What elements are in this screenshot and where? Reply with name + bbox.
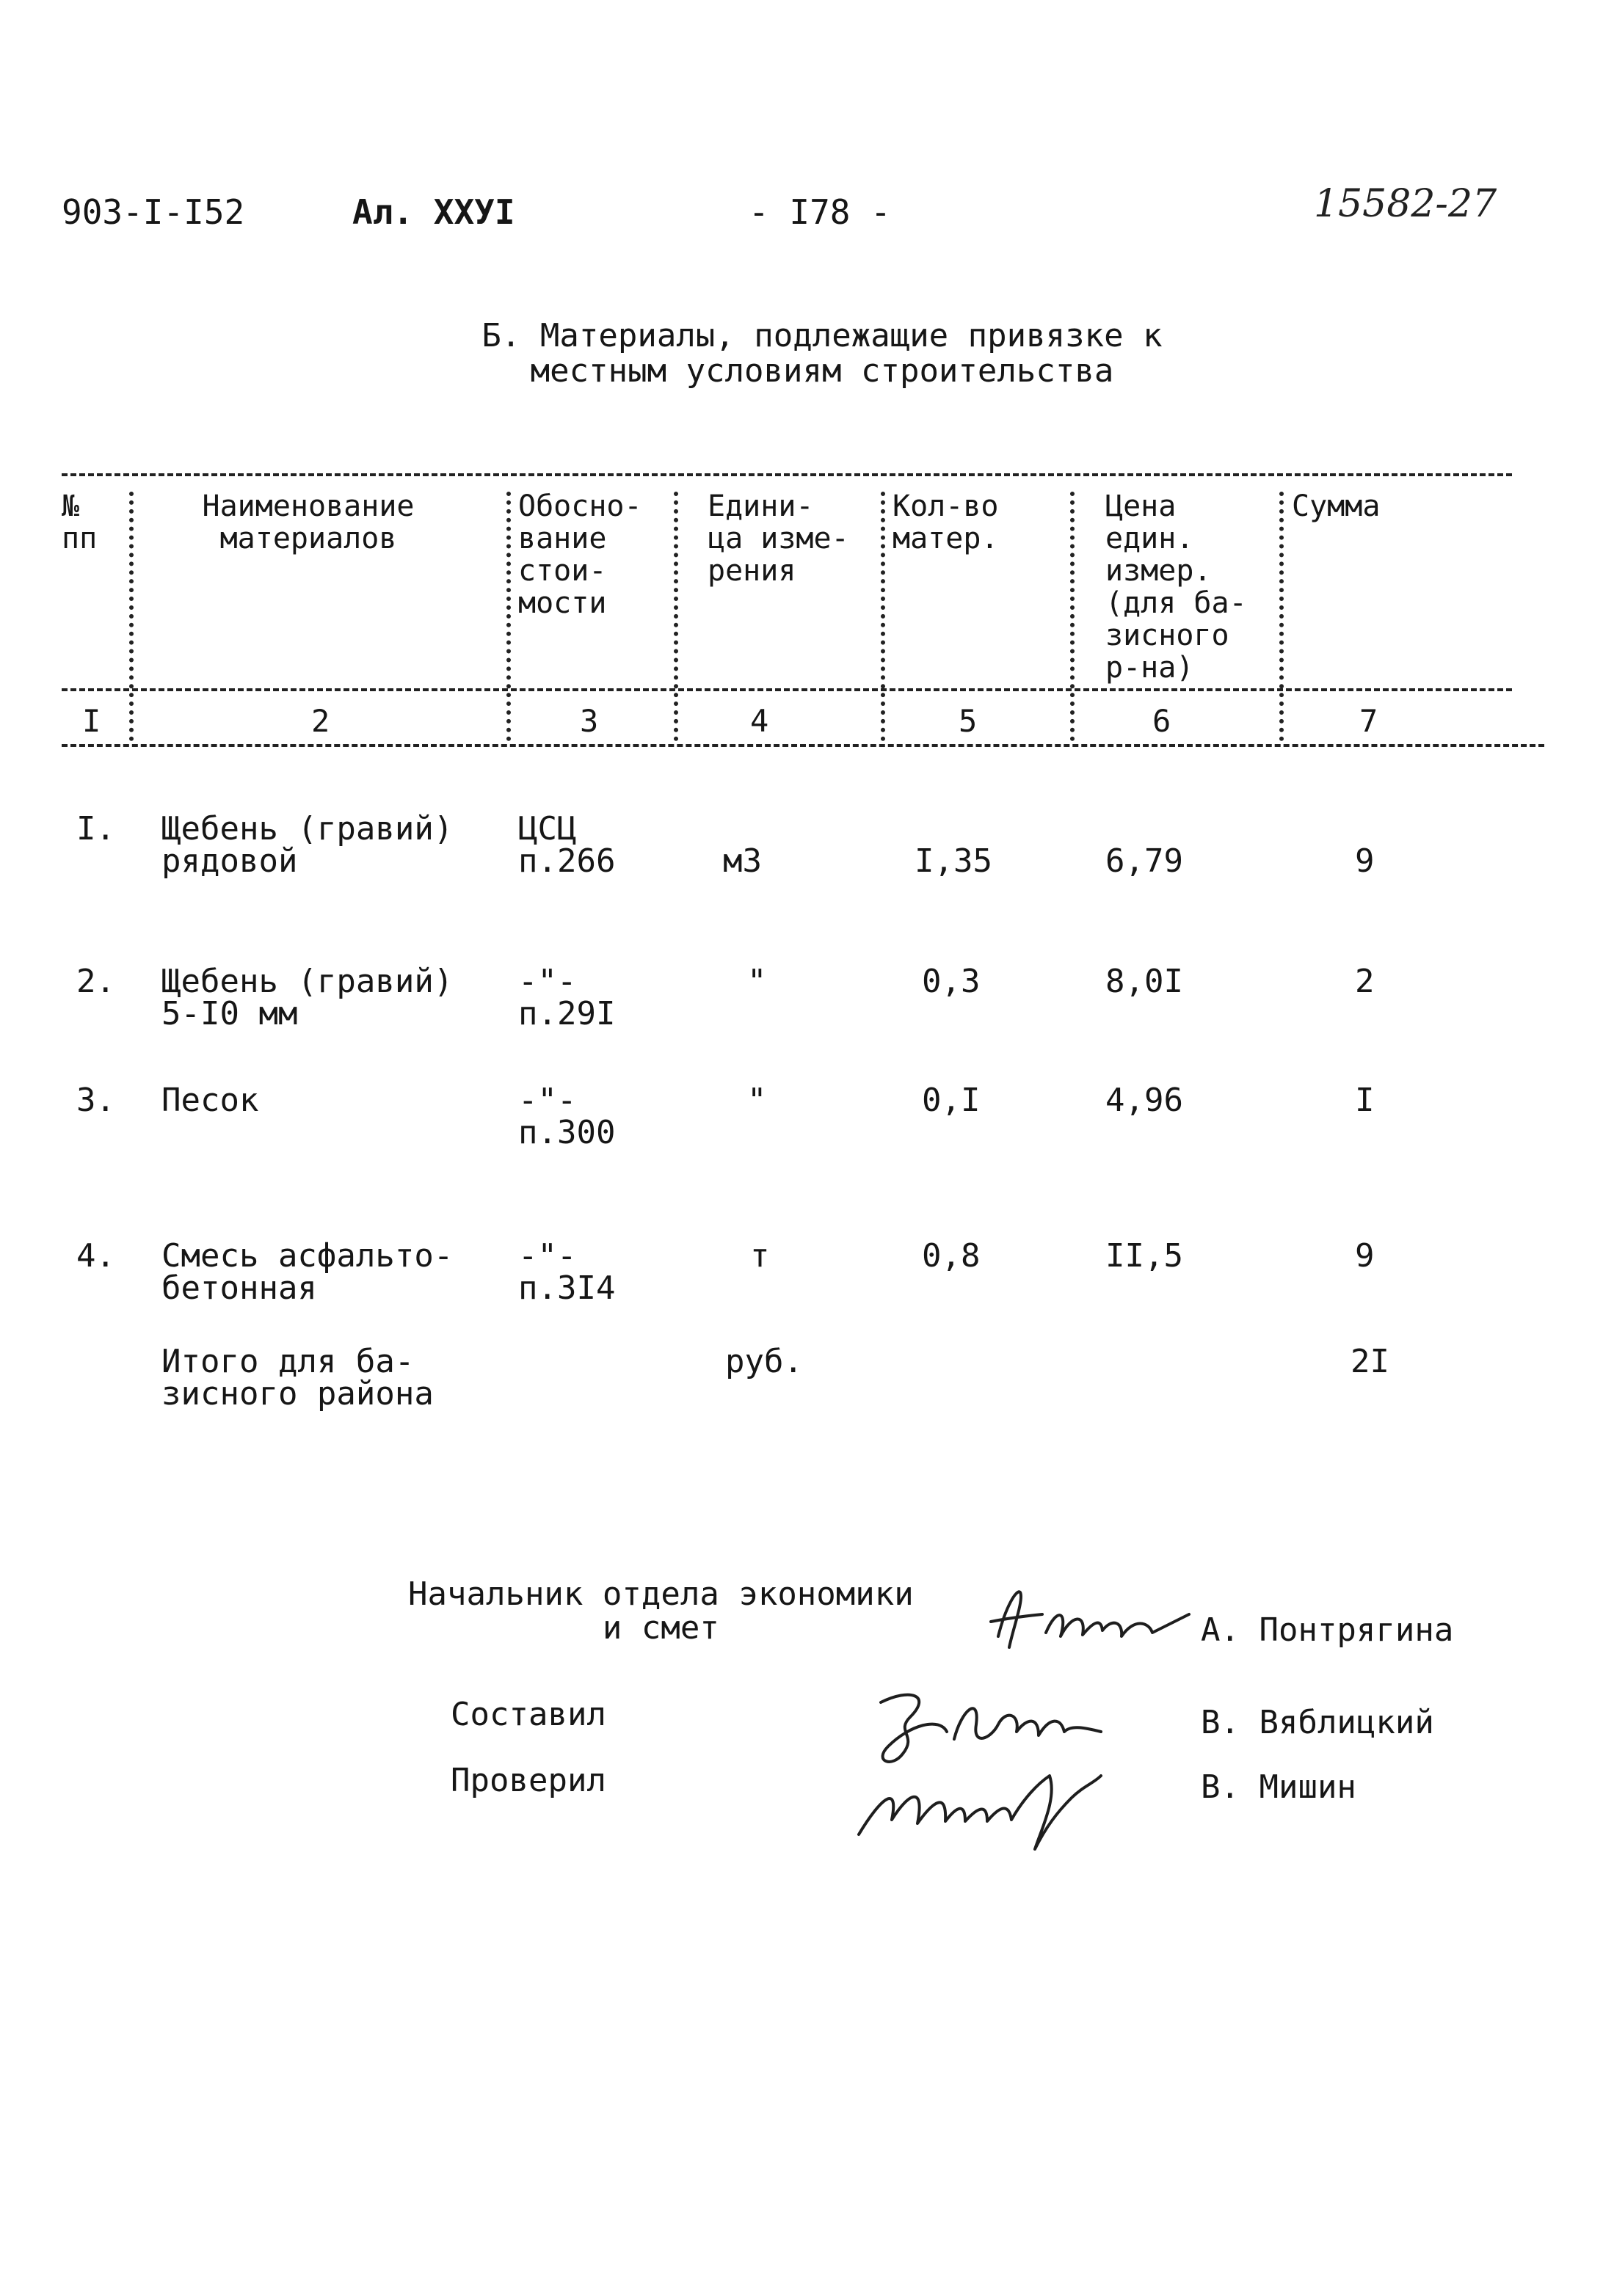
signature-name-compiled: В. Вяблицкий [1201, 1704, 1434, 1741]
quantity: I,35 [915, 842, 992, 880]
table-top-rule [62, 473, 1512, 476]
header-bottom-rule [62, 688, 1512, 691]
cost-basis: -"- п.29I [518, 963, 616, 1032]
signature-role-head: Начальник отдела экономики и смет [408, 1575, 914, 1647]
col-header-unit: Едини- ца изме- рения [708, 489, 849, 588]
quantity: 0,8 [922, 1237, 981, 1275]
column-separator [674, 492, 678, 741]
col-header-qty: Кол-во матер. [893, 489, 999, 555]
inventory-number: 15582-27 [1314, 182, 1497, 226]
sum: I [1355, 1082, 1375, 1119]
column-numbers-rule [62, 744, 1544, 747]
signature-name-checked: В. Мишин [1201, 1768, 1356, 1806]
total-label: Итого для ба- зисного района [161, 1343, 434, 1413]
cost-basis: -"- п.300 [518, 1082, 616, 1151]
row-number: 3. [76, 1082, 115, 1119]
album-number: Ал. XXУI [352, 192, 515, 232]
column-separator [129, 492, 134, 741]
unit: " [747, 963, 767, 1000]
unit: т [750, 1237, 770, 1275]
signature-role-compiled: Составил [451, 1696, 606, 1733]
column-separator [506, 492, 511, 741]
handwritten-signature [837, 1754, 1116, 1856]
sum: 9 [1355, 1237, 1375, 1275]
quantity: 0,I [922, 1082, 981, 1119]
col-header-name: Наименование материалов [202, 489, 415, 555]
material-name: Щебень (гравий) рядовой [161, 810, 454, 880]
page-number: - I78 - [749, 192, 891, 232]
handwritten-signature [976, 1578, 1196, 1658]
col-number-5: 5 [959, 703, 978, 739]
col-number-1: I [82, 703, 101, 739]
quantity: 0,3 [922, 963, 981, 1000]
col-number-4: 4 [750, 703, 769, 739]
col-header-sum: Сумма [1292, 489, 1381, 523]
signature-role-checked: Проверил [451, 1762, 606, 1799]
document-code: 903-I-I52 [62, 192, 245, 232]
material-name: Песок [161, 1082, 259, 1119]
material-name: Смесь асфальто- бетонная [161, 1237, 454, 1307]
row-number: 2. [76, 963, 115, 1000]
unit: " [747, 1082, 767, 1119]
col-number-6: 6 [1152, 703, 1171, 739]
sum: 9 [1355, 842, 1375, 880]
column-separator [881, 492, 885, 741]
row-number: I. [76, 810, 115, 848]
column-separator [1070, 492, 1075, 741]
col-number-2: 2 [311, 703, 330, 739]
unit-price: 8,0I [1105, 963, 1183, 1000]
material-name: Щебень (гравий) 5-I0 мм [161, 963, 454, 1032]
col-number-3: 3 [580, 703, 599, 739]
col-number-7: 7 [1359, 703, 1378, 739]
total-unit: руб. [725, 1343, 803, 1380]
signature-name-head: А. Понтрягина [1201, 1611, 1454, 1649]
row-number: 4. [76, 1237, 115, 1275]
cost-basis: ЦСЦ п.266 [518, 810, 616, 880]
sum: 2 [1355, 963, 1375, 1000]
unit-price: II,5 [1105, 1237, 1183, 1275]
column-separator [1279, 492, 1284, 741]
col-header-number: № пп [62, 489, 98, 555]
document-title: Б. Материалы, подлежащие привязке к местным условиям строительства [481, 317, 1163, 390]
unit-price: 4,96 [1105, 1082, 1183, 1119]
unit-price: 6,79 [1105, 842, 1183, 880]
cost-basis: -"- п.3I4 [518, 1237, 616, 1307]
col-header-price: Цена един. измер. (для ба- зисного р-на) [1105, 489, 1247, 685]
col-header-basis: Обосно- вание стои- мости [518, 489, 642, 620]
unit: м3 [723, 842, 762, 880]
total-sum: 2I [1351, 1343, 1389, 1380]
